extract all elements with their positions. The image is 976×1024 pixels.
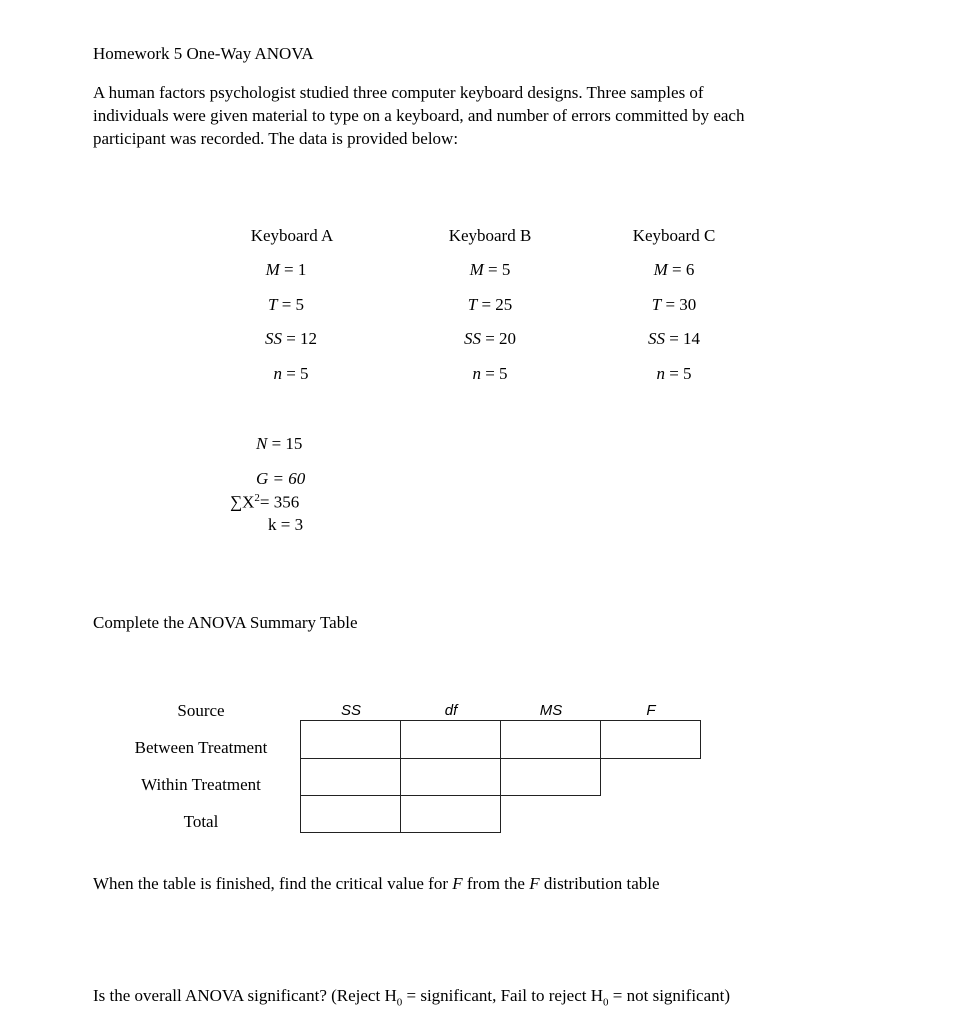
total-ss-cell[interactable] (300, 795, 401, 833)
keyboard-b-heading: Keyboard B (448, 226, 532, 245)
between-ms-cell[interactable] (500, 720, 601, 759)
within-df-cell[interactable] (400, 758, 501, 796)
keyboard-c-total: T = 30 (651, 295, 697, 314)
keyboard-a-ss: SS = 12 (264, 329, 318, 348)
keyboard-c-ss: SS = 14 (647, 329, 701, 348)
between-f-cell[interactable] (600, 720, 701, 759)
within-ms-cell[interactable] (500, 758, 601, 796)
keyboard-c-heading: Keyboard C (632, 226, 716, 245)
row-label-within: Within Treatment (141, 775, 261, 794)
keyboard-b-mean: M = 5 (469, 260, 511, 279)
sum-x-squared: $\sum X^2= 356$ (230, 492, 300, 512)
keyboard-a-n: n = 5 (273, 364, 309, 383)
between-df-cell[interactable] (400, 720, 501, 759)
source-header: Source (177, 701, 225, 720)
page-title: Homework 5 One-Way ANOVA (93, 44, 314, 63)
keyboard-a-total: T = 5 (267, 295, 305, 314)
critical-value-question: When the table is finished, find the critical value for F from the F distribution table (93, 874, 660, 893)
intro-line: participant was recorded. The data is provided below: (93, 129, 459, 148)
k-groups: k = 3 (268, 515, 304, 534)
keyboard-c-mean: M = 6 (653, 260, 695, 279)
keyboard-b-ss: SS = 20 (463, 329, 517, 348)
significance-question: Is the overall ANOVA significant? (Reject $H_0$ = significant, Fail to reject $H_0$ = not significant) (93, 986, 731, 1009)
intro-paragraph (93, 81, 863, 150)
f-header: F (646, 702, 656, 719)
grand-total: G = 60 (256, 469, 306, 488)
keyboard-c-n: n = 5 (656, 364, 692, 383)
keyboard-b-n: n = 5 (472, 364, 508, 383)
ms-header: MS (539, 702, 563, 719)
ss-header: SS (340, 702, 361, 719)
intro-line: individuals were given material to type on a keyboard, and number of errors committed by each (93, 106, 745, 125)
overall-n: N = 15 (256, 434, 303, 453)
row-label-between: Between Treatment (134, 738, 268, 757)
keyboard-a-heading: Keyboard A (250, 226, 334, 245)
keyboard-b-total: T = 25 (467, 295, 513, 314)
df-header: df (444, 702, 458, 719)
row-label-total: Total (183, 812, 219, 831)
within-ss-cell[interactable] (300, 758, 401, 796)
intro-line: A human factors psychologist studied three computer keyboard designs. Three samples of (93, 83, 704, 102)
complete-table-label: Complete the ANOVA Summary Table (93, 613, 358, 632)
total-df-cell[interactable] (400, 795, 501, 833)
keyboard-a-mean: M = 1 (265, 260, 307, 279)
between-ss-cell[interactable] (300, 720, 401, 759)
